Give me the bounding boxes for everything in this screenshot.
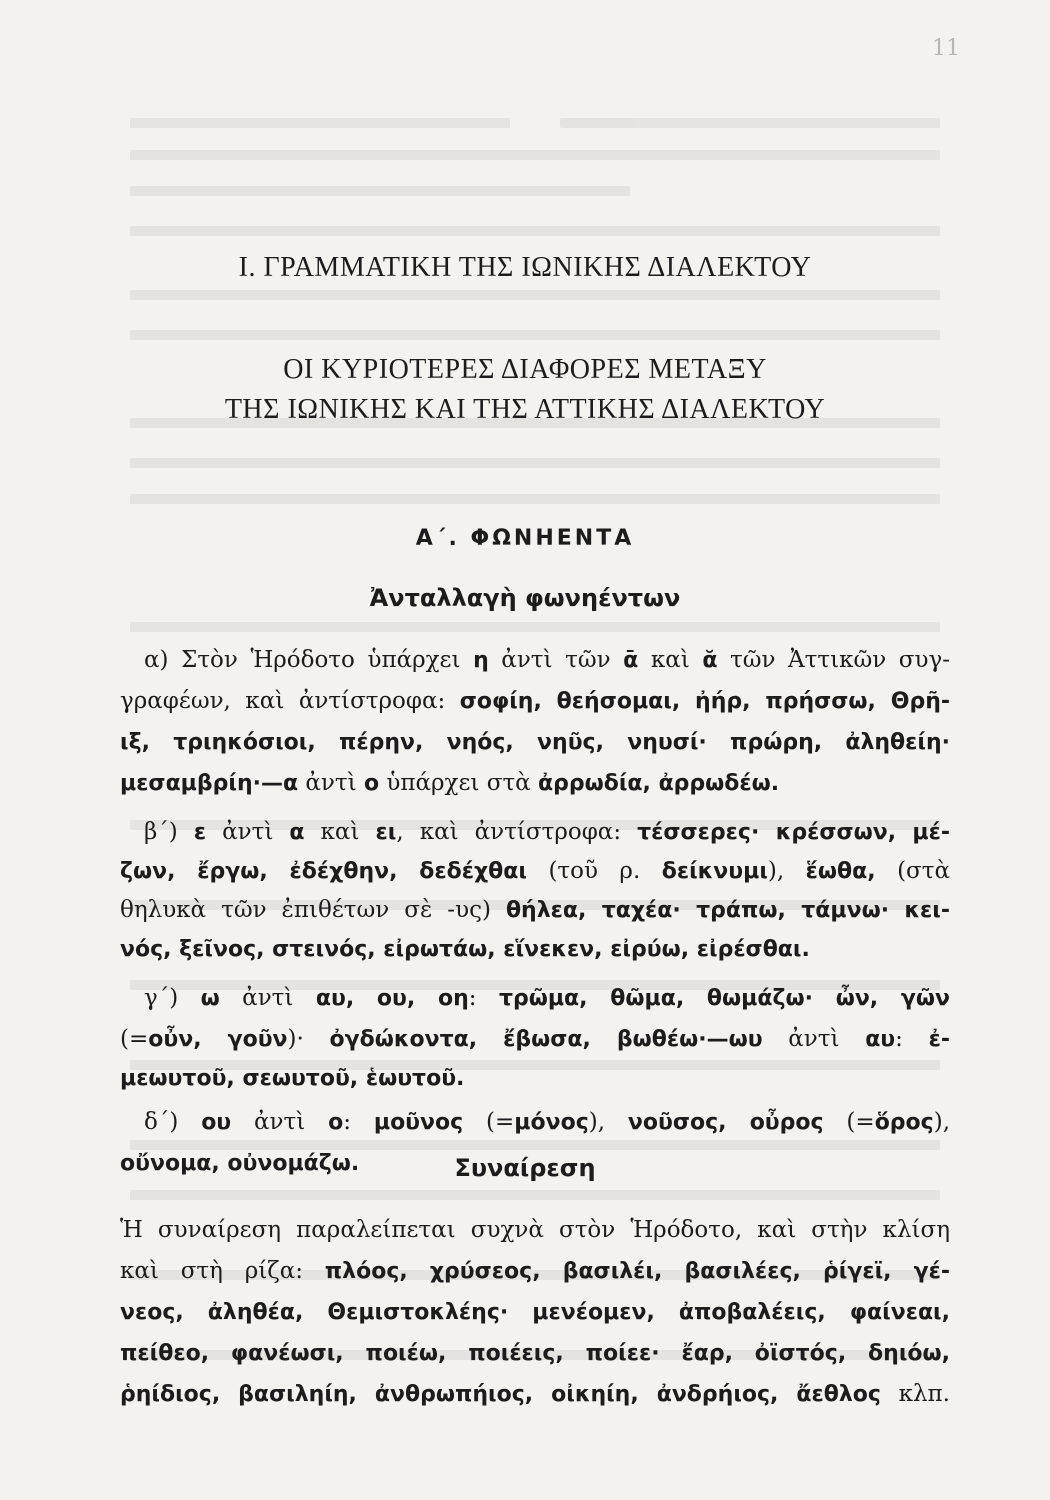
greek-example-word: μεσαμβρίη·—α <box>120 771 299 796</box>
text-line <box>144 640 950 681</box>
greek-example-word: ὅρος <box>874 1110 934 1135</box>
text-run: ὑπάρχει στὰ <box>379 770 539 796</box>
text-run: (= <box>120 1026 149 1052</box>
greek-example-word: νός, ξεῖνος, στεινός, εἰρωτάω, εἵνεκεν, εἰρύω, εἰρέσθαι. <box>120 937 810 962</box>
section-heading: Α΄. ΦΩΝΗΕΝΤΑ <box>415 526 635 551</box>
greek-example-word: ιξ, τριηκόσιοι, πέρην, νηός, νηῦς, νηυσί· πρώρη, ἀληθείη· <box>120 730 950 755</box>
section-title-line-2: ΤΗΣ ΙΩΝΙΚΗΣ ΚΑΙ ΤΗΣ ΑΤΤΙΚΗΣ ΔΙΑΛΕΚΤΟΥ <box>224 394 826 425</box>
greek-example-word: μόνος <box>514 1110 589 1135</box>
greek-example-word: ᾱ <box>623 648 639 673</box>
text-line <box>120 1374 950 1415</box>
greek-example-word: ὀγδώκοντα, ἔβωσα, βωθέω·—ωυ <box>329 1027 763 1052</box>
greek-example-word: τρῶμα, θῶμα, θωμάζω· ὦν, γῶν <box>498 986 951 1011</box>
greek-example-word: ο <box>328 1110 344 1135</box>
text-line <box>120 1143 950 1184</box>
text-run: ἀντὶ <box>298 770 364 796</box>
text-line <box>144 978 950 1019</box>
greek-example-word: ἐ- <box>928 1027 950 1052</box>
greek-example-word: σοφίη, θεήσομαι, ἠήρ, πρήσσω, Θρῆ- <box>459 689 950 714</box>
text-run: ἀντὶ <box>231 1109 329 1135</box>
text-run: ), <box>933 1109 951 1135</box>
text-run: β΄) <box>144 819 194 845</box>
greek-example-word: μεωυτοῦ, σεωυτοῦ, ἑωυτοῦ. <box>120 1066 465 1091</box>
text-run: ), <box>767 858 806 884</box>
text-line <box>120 1251 950 1292</box>
text-run: α) Στὸν Ἡρόδοτο ὑπάρχει <box>144 647 474 673</box>
text-run: (στὰ <box>875 858 950 884</box>
text-run: καὶ <box>638 647 703 673</box>
text-line <box>120 1019 950 1060</box>
text-run: ἀντὶ <box>762 1026 866 1052</box>
greek-example-word: αυ <box>865 1027 896 1052</box>
text-line <box>120 851 950 892</box>
text-run: γ΄) <box>144 985 201 1011</box>
text-run: ), <box>588 1109 628 1135</box>
greek-example-word: πλόος, χρύσεος, βασιλέι, βασιλέες, ῥίγεϊ, γέ- <box>324 1259 950 1284</box>
greek-example-word: αυ, ου, οη <box>315 986 469 1011</box>
greek-example-word: πείθεο, φανέωσι, ποιέω, ποιέεις, ποίεε· ἔαρ, ὀϊστός, δηιόω, <box>120 1341 950 1366</box>
text-line <box>120 1058 950 1099</box>
text-run: (τοῦ ρ. <box>526 858 662 884</box>
text-line <box>120 929 950 970</box>
greek-example-word: θήλεα, ταχέα· τράπω, τάμνω· κει- <box>505 898 950 923</box>
chapter-title: Ι. ΓΡΑΜΜΑΤΙΚΗ ΤΗΣ ΙΩΝΙΚΗΣ ΔΙΑΛΕΚΤΟΥ <box>238 252 812 283</box>
text-line <box>120 681 950 722</box>
text-run: (= <box>823 1109 875 1135</box>
greek-example-word: μοῦνος <box>373 1110 464 1135</box>
text-run: Ἡ συναίρεση παραλείπεται συχνὰ στὸν Ἡρόδοτο, καὶ στὴν κλίση <box>120 1217 950 1243</box>
text-line <box>120 890 950 931</box>
text-line <box>120 1333 950 1374</box>
text-run: τῶν Ἀττικῶν συγ- <box>717 647 951 673</box>
text-line <box>120 763 950 804</box>
text-line <box>144 812 950 853</box>
greek-example-word: νεος, ἀληθέα, Θεμιστοκλέης· μενέομεν, ἀποβαλέεις, φαίνεαι, <box>120 1300 950 1325</box>
greek-example-word: νοῦσος, οὖρος <box>627 1110 824 1135</box>
text-run: καὶ στὴ ρίζα: <box>120 1258 325 1284</box>
text-run: κλπ. <box>880 1381 950 1407</box>
text-run: : <box>468 985 499 1011</box>
text-run: (= <box>463 1109 515 1135</box>
greek-example-word: ζων, ἔργω, ἐδέχθην, δεδέχθαι <box>120 859 527 884</box>
greek-example-word: α <box>289 820 305 845</box>
text-run: καὶ <box>304 819 376 845</box>
greek-example-word: η <box>473 648 489 673</box>
greek-example-word: ᾰ <box>702 648 718 673</box>
text-run: : <box>343 1109 374 1135</box>
text-line <box>120 1292 950 1333</box>
text-run: : <box>895 1026 929 1052</box>
text-run: , καὶ ἀντίστροφα: <box>396 819 638 845</box>
text-run: θηλυκὰ τῶν ἐπιθέτων σὲ -υς) <box>120 897 506 923</box>
greek-example-word: ῥηίδιος, βασιληίη, ἀνθρωπήιος, οἰκηίη, ἀνδρήιος, ἄεθλος <box>120 1382 881 1407</box>
greek-example-word: ει <box>375 820 397 845</box>
greek-example-word: ο <box>363 771 380 796</box>
text-run: )· <box>287 1026 330 1052</box>
text-run: ἀντὶ <box>219 985 316 1011</box>
greek-example-word: ου <box>201 1110 232 1135</box>
text-line <box>144 1102 950 1143</box>
subheading-contraction: Συναίρεση <box>454 1154 596 1182</box>
subheading-vowel-exchange: Ἀνταλλαγὴ φωνηέντων <box>369 584 681 612</box>
text-run: γραφέων, καὶ ἀντίστροφα: <box>120 688 460 714</box>
greek-example-word: οὖν, γοῦν <box>148 1027 288 1052</box>
greek-example-word: ε <box>193 820 207 845</box>
greek-example-word: ἕωθα, <box>805 859 876 884</box>
text-run: ἀντὶ <box>206 819 290 845</box>
greek-example-word: οὔνομα, οὐνομάζω. <box>120 1151 360 1176</box>
section-title-line-1: ΟΙ ΚΥΡΙΟΤΕΡΕΣ ΔΙΑΦΟΡΕΣ ΜΕΤΑΞΥ <box>283 354 767 385</box>
greek-example-word: ἀρρωδία, ἀρρωδέω. <box>538 771 780 796</box>
text-run: ἀντὶ τῶν <box>488 647 624 673</box>
text-run: δ΄) <box>144 1109 202 1135</box>
greek-example-word: τέσσερες· κρέσσων, μέ- <box>637 820 951 845</box>
text-line <box>120 722 950 763</box>
greek-example-word: ω <box>200 986 220 1011</box>
page-number: 11 <box>932 36 960 61</box>
greek-example-word: δείκνυμι <box>661 859 768 884</box>
text-line <box>120 1210 950 1250</box>
